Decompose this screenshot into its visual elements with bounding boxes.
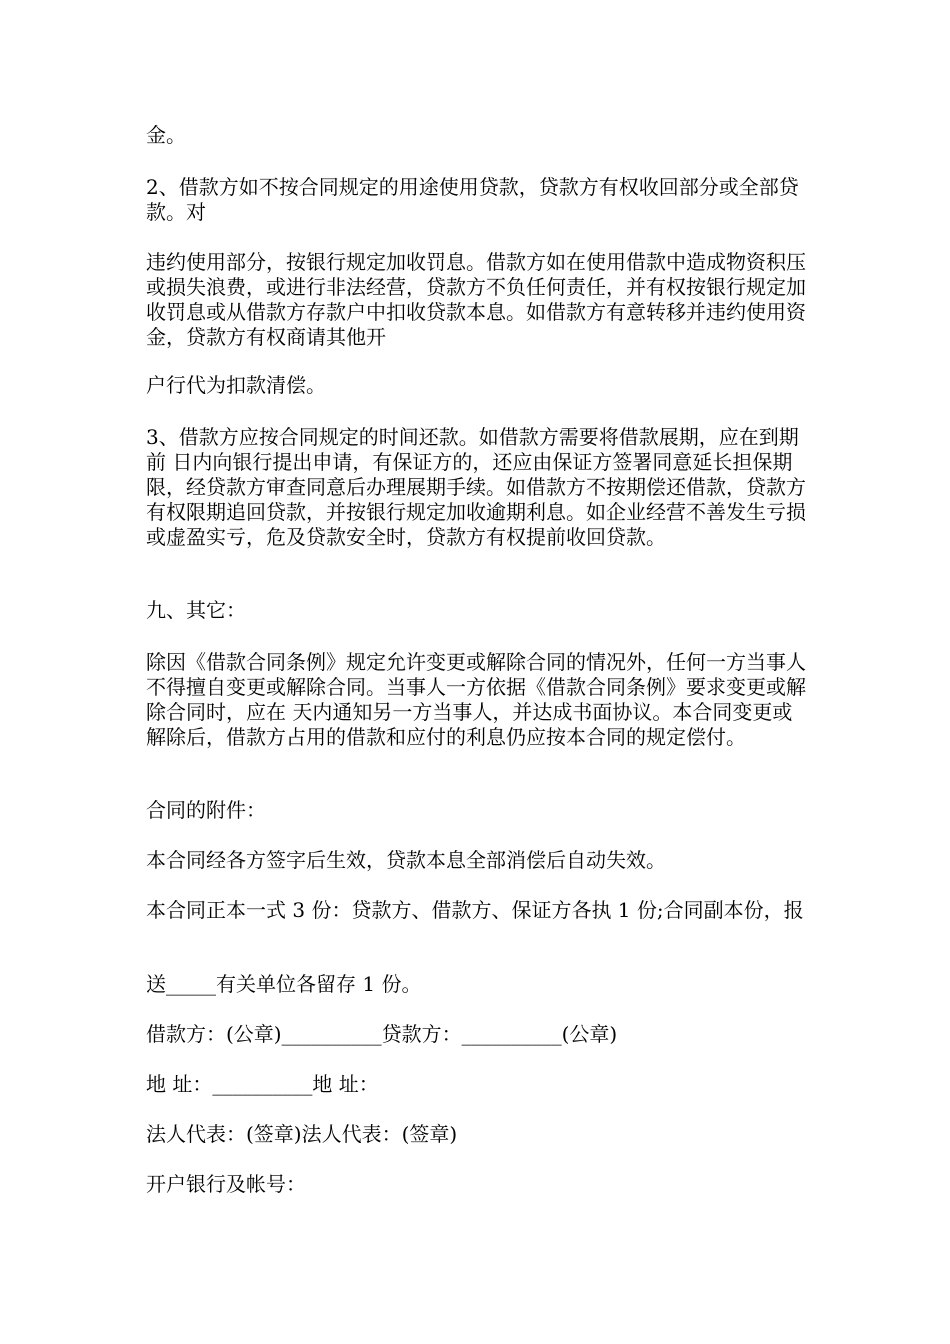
signature-address-line: 地 址：__________地 址： — [146, 1072, 379, 1096]
paragraph-copies: 本合同正本一式 3 份：贷款方、借款方、保证方各执 1 份;合同副本份，报 — [146, 898, 804, 922]
paragraph-clause-2: 2、借款方如不按合同规定的用途使用贷款，贷款方有权收回部分或全部贷款。对 — [146, 175, 799, 224]
paragraph-clause-2-end: 户行代为扣款清偿。 — [146, 373, 326, 397]
paragraph-continuation: 金。 — [146, 123, 186, 147]
paragraph-copies-end: 送_____有关单位各留存 1 份。 — [146, 972, 422, 996]
signature-bank-account-line: 开户银行及帐号： — [146, 1172, 306, 1196]
paragraph-clause-3: 3、借款方应按合同规定的时间还款。如借款方需要将借款展期，应在到期前 日内向银行提出申请，有保证方的，还应由保证方签署同意延长担保期限，经贷款方审查同意后办理展期手续。如借款方不按期偿还借款，贷款方有权限期追回贷款，并按银行规定加收逾期利息。如企业经营不善发生亏损或虚盈实亏，危及贷款安全时，贷款方有权提前收回贷款。 — [146, 425, 806, 549]
section-heading-attachments: 合同的附件： — [146, 798, 266, 822]
paragraph-effectiveness: 本合同经各方签字后生效，贷款本息全部消偿后自动失效。 — [146, 848, 666, 872]
signature-parties-line: 借款方：(公章)__________贷款方：__________(公章) — [146, 1022, 618, 1046]
paragraph-other-terms: 除因《借款合同条例》规定允许变更或解除合同的情况外，任何一方当事人不得擅自变更或解除合同。当事人一方依据《借款合同条例》要求变更或解除合同时，应在 天内通知另一方当事人，并达成书面协议。本合同变更或解除后，借款方占用的借款和应付的利息仍应按本合同的规定偿付。 — [146, 650, 806, 749]
paragraph-clause-2-continued: 违约使用部分，按银行规定加收罚息。借款方如在使用借款中造成物资积压或损失浪费，或进行非法经营，贷款方不负任何责任，并有权按银行规定加收罚息或从借款方存款户中扣收贷款本息。如借款方有意转移并违约使用资金，贷款方有权商请其他开 — [146, 250, 806, 349]
signature-legal-rep-line: 法人代表：(签章)法人代表：(签章) — [146, 1122, 458, 1146]
section-heading-other: 九、其它： — [146, 598, 246, 622]
